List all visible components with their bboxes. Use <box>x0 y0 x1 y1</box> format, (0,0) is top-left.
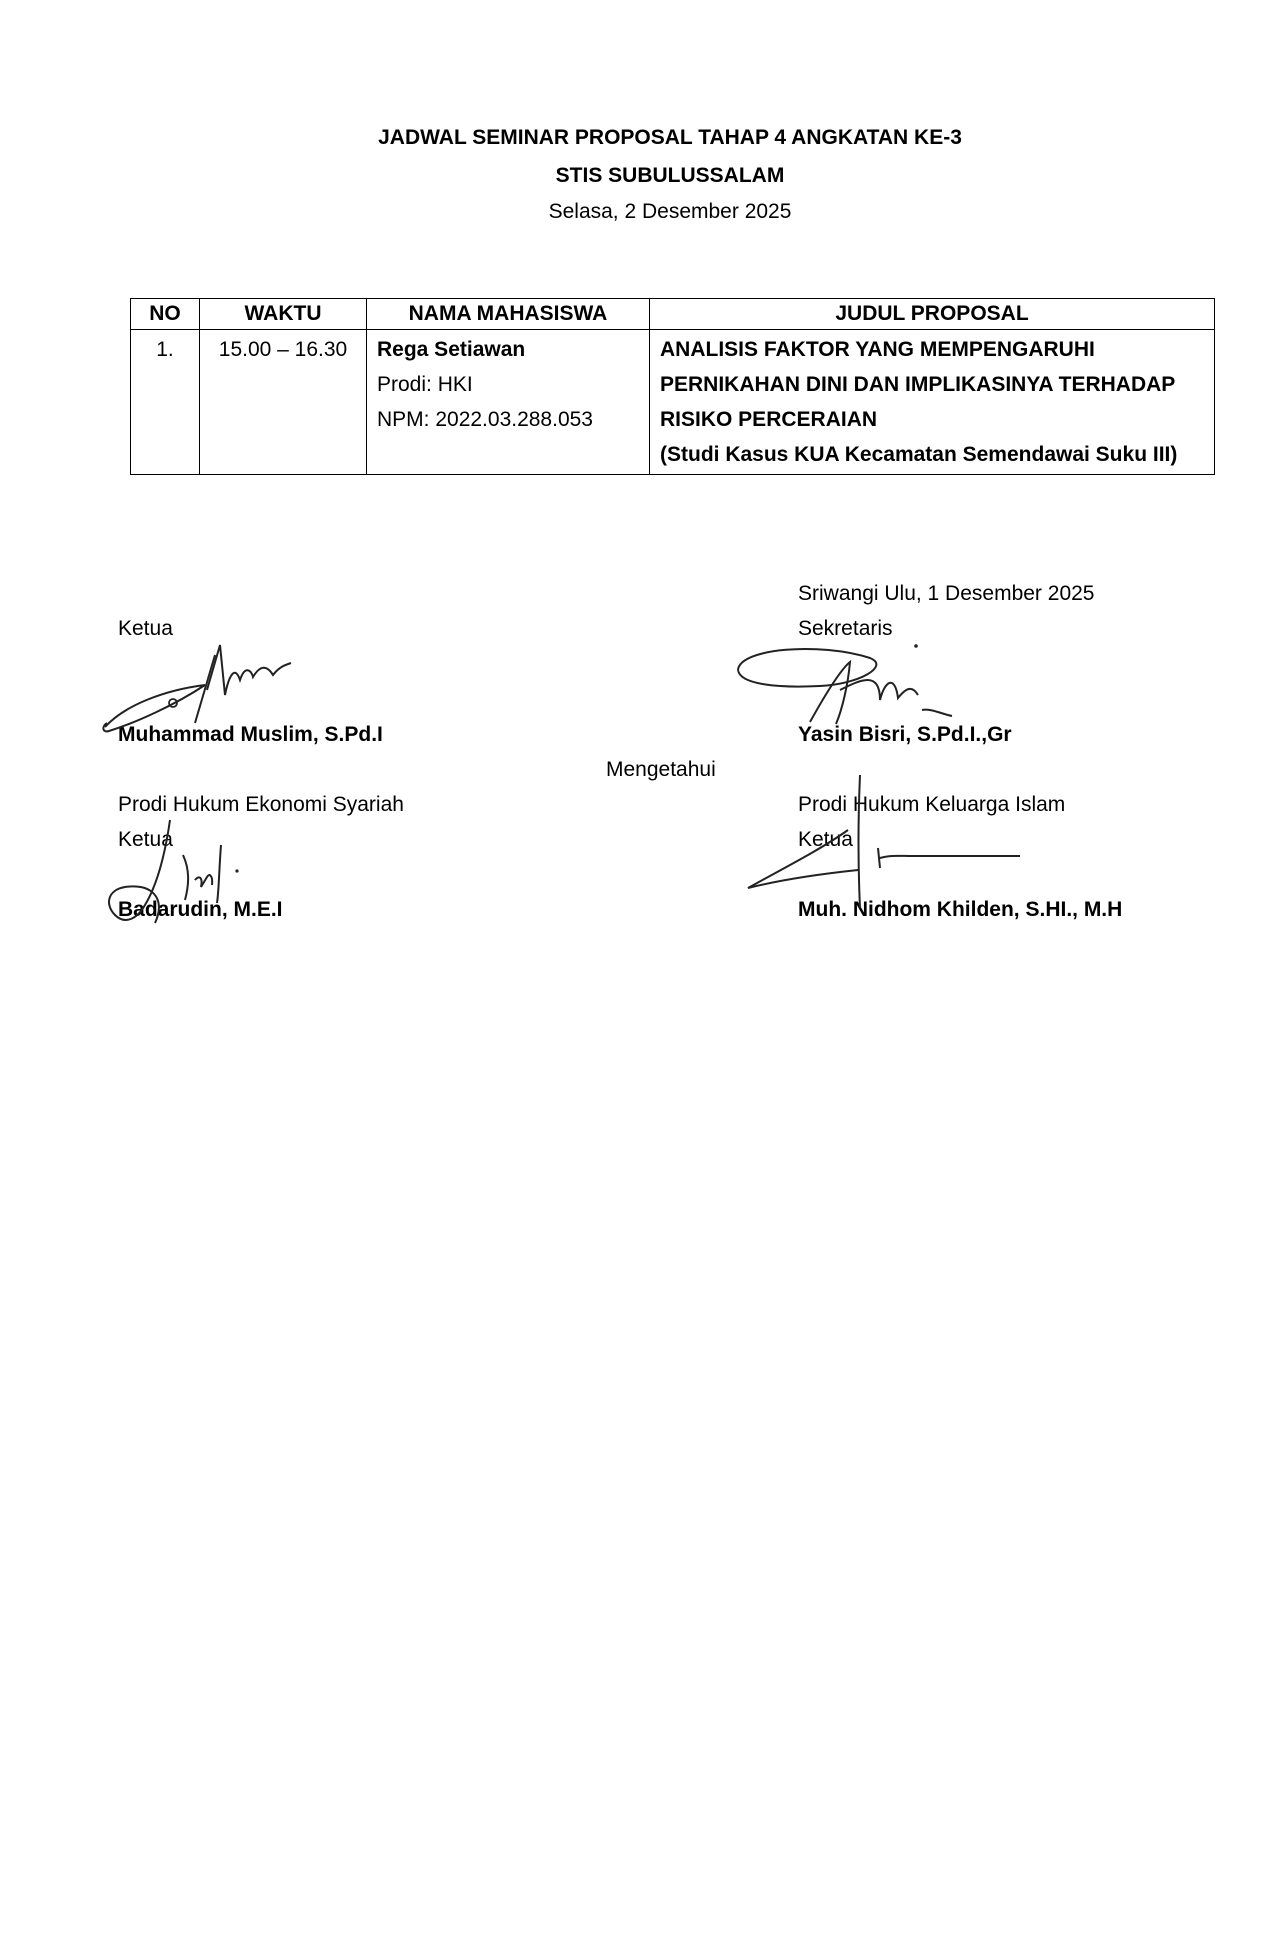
institution-name: STIS SUBULUSSALAM <box>555 164 785 187</box>
schedule-table <box>130 298 1215 475</box>
cell-student <box>367 330 650 475</box>
student-npm: NPM: 2022.03.288.053 <box>377 408 593 431</box>
proposal-title-line: RISIKO PERCERAIAN <box>660 408 878 431</box>
sekretaris-role: Sekretaris <box>798 617 893 640</box>
cell-no: 1. <box>131 330 200 475</box>
proposal-title-line: ANALISIS FAKTOR YANG MEMPENGARUHI <box>660 338 1095 361</box>
student-name: Rega Setiawan <box>377 338 526 361</box>
proposal-title-line: (Studi Kasus KUA Kecamatan Semendawai Suku III) <box>660 443 1178 466</box>
ketua-role: Ketua <box>118 617 173 640</box>
right-role: Ketua <box>798 828 853 851</box>
seminar-date: Selasa, 2 Desember 2025 <box>548 200 792 223</box>
table-row <box>131 330 1215 475</box>
left-role: Ketua <box>118 828 173 851</box>
ketua-name: Muhammad Muslim, S.Pd.I <box>118 723 383 746</box>
sekretaris-name: Yasin Bisri, S.Pd.I.,Gr <box>798 723 1012 746</box>
left-prodi: Prodi Hukum Ekonomi Syariah <box>118 793 404 816</box>
signature-right-prodi <box>740 770 1030 910</box>
place-date: Sriwangi Ulu, 1 Desember 2025 <box>798 582 1095 605</box>
student-prodi: Prodi: HKI <box>377 373 473 396</box>
proposal-title-line: PERNIKAHAN DINI DAN IMPLIKASINYA TERHADAP <box>660 373 1176 396</box>
table-header-row <box>131 299 1215 330</box>
header-no: NO <box>131 299 200 330</box>
cell-proposal-title <box>650 330 1215 475</box>
cell-time: 15.00 – 16.30 <box>200 330 367 475</box>
left-name: Badarudin, M.E.I <box>118 898 283 921</box>
acknowledged-label: Mengetahui <box>606 758 716 781</box>
document-title: JADWAL SEMINAR PROPOSAL TAHAP 4 ANGKATAN KE-3 <box>378 126 962 149</box>
header-time: WAKTU <box>200 299 367 330</box>
right-prodi: Prodi Hukum Keluarga Islam <box>798 793 1066 816</box>
signature-sekretaris <box>730 640 960 730</box>
right-name: Muh. Nidhom Khilden, S.HI., M.H <box>798 898 1123 921</box>
header-name: NAMA MAHASISWA <box>367 299 650 330</box>
header-title: JUDUL PROPOSAL <box>650 299 1215 330</box>
